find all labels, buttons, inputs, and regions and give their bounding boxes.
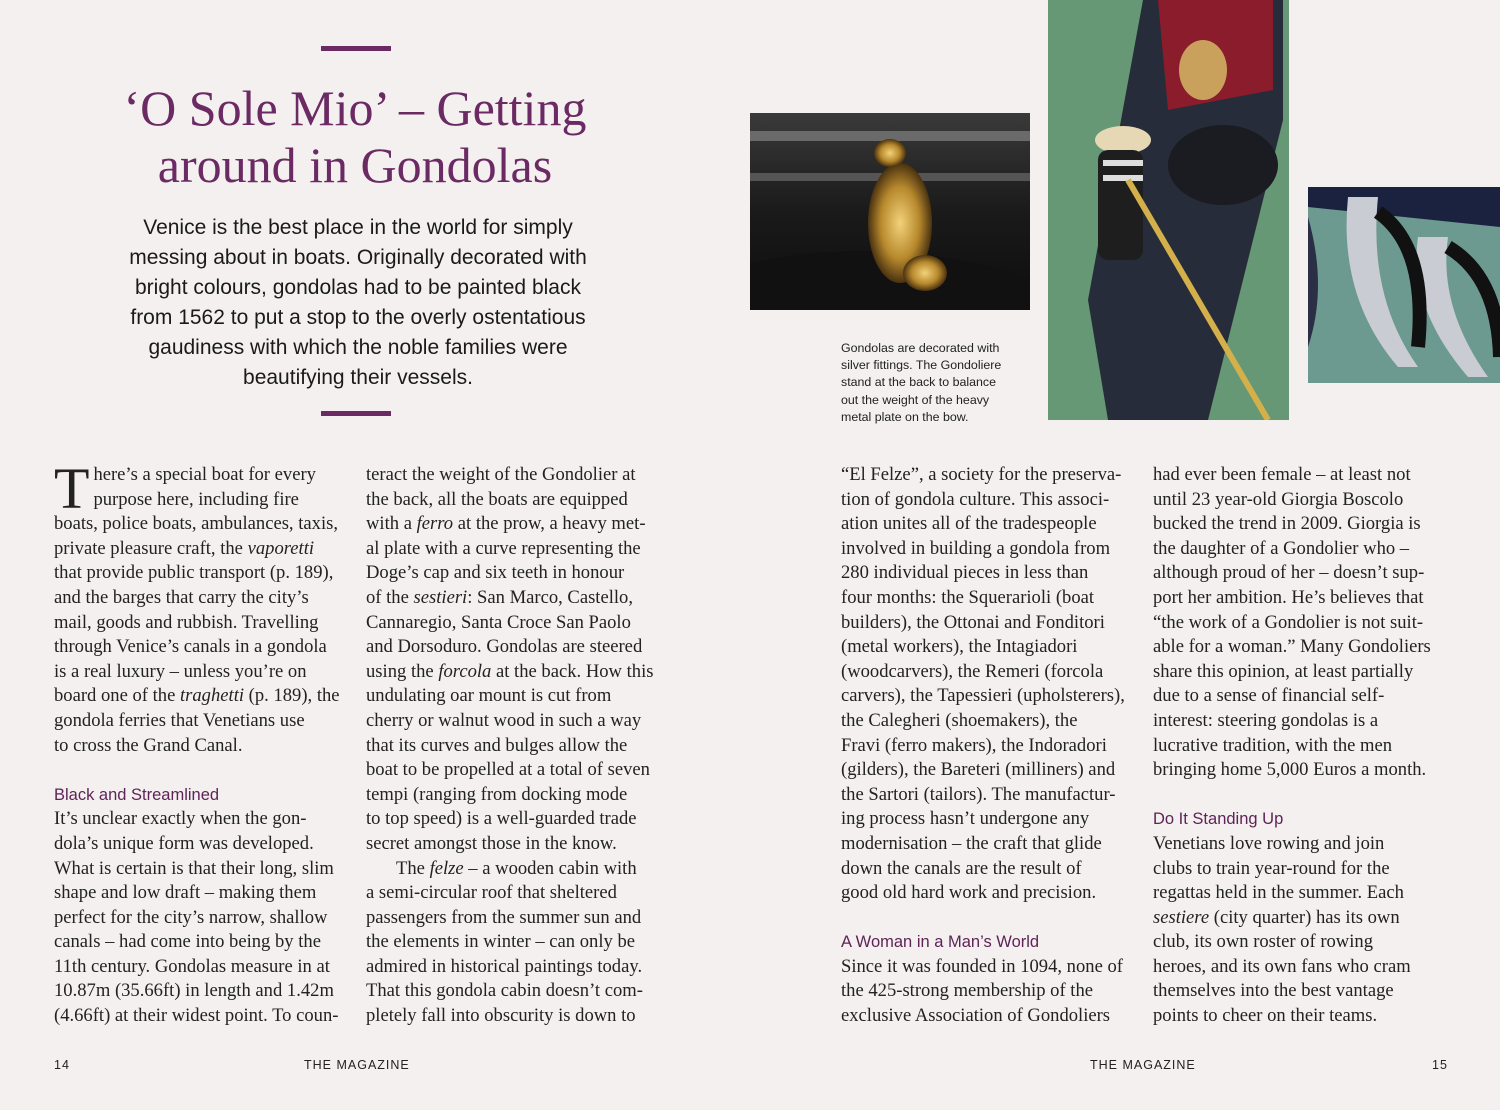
- intro-bottom-rule: [321, 411, 391, 416]
- text-line: due to a sense of financial self-: [1153, 685, 1385, 707]
- text-line: “El Felze”, a society for the preserva-: [841, 464, 1122, 485]
- text-line: 10.87m (35.66ft) in length and 1.42m: [54, 980, 334, 1002]
- text-line: board one of the traghetti (p. 189), the: [54, 685, 340, 707]
- intro-line: messing about in boats. Originally decorated with: [129, 246, 587, 269]
- caption-line: metal plate on the bow.: [841, 409, 969, 424]
- title-line: around in Gondolas: [157, 137, 553, 193]
- intro-paragraph: [80, 213, 636, 393]
- text-line: secret amongst those in the know.: [366, 832, 617, 854]
- text-line: that provide public transport (p. 189),: [54, 562, 334, 584]
- text-line: the daughter of a Gondolier who –: [1153, 537, 1410, 559]
- left-running-footer: THE MAGAZINE: [304, 1058, 410, 1072]
- text-line: good old hard work and precision.: [841, 882, 1097, 904]
- text-line: and the barges that carry the city’s: [54, 586, 309, 608]
- text-line: ing process hasn’t undergone any: [841, 808, 1090, 830]
- text-line: that its curves and bulges allow the: [366, 734, 628, 756]
- text-line: boat to be propelled at a total of seven: [366, 759, 650, 781]
- text-line: (woodcarvers), the Remeri (forcola: [841, 660, 1104, 682]
- text-line: “the work of a Gondolier is not suit-: [1153, 611, 1424, 633]
- text-line: Fravi (ferro makers), the Indoradori: [841, 734, 1107, 756]
- text-line: themselves into the best vantage: [1153, 980, 1394, 1002]
- text-line: boats, police boats, ambulances, taxis,: [54, 513, 338, 535]
- text-line: perfect for the city’s narrow, shallow: [54, 906, 328, 928]
- text-line: tempi (ranging from docking mode: [366, 783, 628, 805]
- text-line: The felze – a wooden cabin with: [396, 857, 637, 879]
- text-line: although proud of her – doesn’t sup-: [1153, 562, 1425, 584]
- text-line: exclusive Association of Gondoliers: [841, 1005, 1111, 1027]
- text-line: private pleasure craft, the vaporetti: [54, 537, 315, 559]
- text-line: port her ambition. He’s believes that: [1153, 586, 1424, 608]
- text-line: the Sartori (tailors). The manufactur-: [841, 783, 1116, 805]
- text-line: bucked the trend in 2009. Giorgia is: [1153, 513, 1421, 535]
- text-line: points to cheer on their teams.: [1153, 1005, 1378, 1027]
- text-line: with a ferro at the prow, a heavy met-: [366, 513, 646, 535]
- text-line: ation unites all of the tradespeople: [841, 513, 1097, 535]
- text-line: and Dorsoduro. Gondolas are steered: [366, 636, 643, 658]
- text-line: admired in historical paintings today.: [366, 955, 643, 977]
- photo-caption: [841, 340, 1041, 426]
- title-line: ‘O Sole Mio’ – Getting: [123, 80, 587, 136]
- intro-line: gaudiness with which the noble families were: [148, 336, 568, 359]
- text-line: 11th century. Gondolas measure in at: [54, 955, 330, 977]
- text-line: shape and low draft – making them: [54, 882, 317, 904]
- text-line: (gilders), the Bareteri (milliners) and: [841, 759, 1116, 781]
- text-line: canals – had come into being by the: [54, 931, 321, 953]
- left-page-number: 14: [54, 1058, 70, 1072]
- text-line: lucrative tradition, with the men: [1153, 734, 1393, 756]
- text-line: until 23 year-old Giorgia Boscolo: [1153, 488, 1404, 510]
- body-column-2: [366, 463, 666, 1029]
- caption-line: stand at the back to balance: [841, 375, 996, 390]
- text-line: regattas held in the summer. Each: [1153, 882, 1404, 904]
- intro-line: bright colours, gondolas had to be painted black: [135, 276, 581, 299]
- text-line: a semi-circular roof that sheltered: [366, 882, 617, 904]
- text-line: teract the weight of the Gondolier at: [366, 464, 636, 485]
- text-line: pletely fall into obscurity is down to: [366, 1005, 636, 1027]
- text-line: Venetians love rowing and join: [1153, 832, 1385, 854]
- intro-line: beautifying their vessels.: [243, 366, 473, 389]
- text-line: had ever been female – at least not: [1153, 464, 1411, 485]
- title-top-rule: [321, 46, 391, 51]
- text-line: modernisation – the craft that glide: [841, 832, 1102, 854]
- text-line: passengers from the summer sun and: [366, 906, 642, 928]
- text-line: four months: the Squerarioli (boat: [841, 586, 1095, 608]
- text-line: purpose here, including fire: [93, 488, 299, 510]
- body-column-3: [841, 463, 1141, 1029]
- caption-line: out the weight of the heavy: [841, 392, 990, 407]
- caption-line: silver fittings. The Gondoliere: [841, 358, 1002, 373]
- gondolier-photo: [1048, 0, 1289, 420]
- article-title: [70, 80, 640, 194]
- text-line: clubs to train year-round for the: [1153, 857, 1390, 879]
- text-line: is a real luxury – unless you’re on: [54, 660, 307, 682]
- text-line: the 425-strong membership of the: [841, 980, 1093, 1002]
- text-line: the back, all the boats are equipped: [366, 488, 628, 510]
- text-line: Since it was founded in 1094, none of: [841, 955, 1123, 977]
- text-line: Cannaregio, Santa Croce San Paolo: [366, 611, 631, 633]
- right-running-footer: THE MAGAZINE: [1090, 1058, 1196, 1072]
- text-line: interest: steering gondolas is a: [1153, 709, 1379, 731]
- text-line: (4.66ft) at their widest point. To coun-: [54, 1005, 339, 1027]
- text-line: carvers), the Tapessieri (upholsterers),: [841, 685, 1125, 707]
- text-line: It’s unclear exactly when the gon-: [54, 808, 307, 830]
- gondola-prows-photo: [1308, 187, 1500, 383]
- text-line: share this opinion, at least partially: [1153, 660, 1414, 682]
- text-line: involved in building a gondola from: [841, 537, 1111, 559]
- text-line: gondola ferries that Venetians use: [54, 709, 305, 731]
- text-line: (metal workers), the Intagiadori: [841, 636, 1078, 658]
- text-line: 280 individual pieces in less than: [841, 562, 1089, 584]
- text-line: the Calegheri (shoemakers), the: [841, 709, 1078, 731]
- text-line: using the forcola at the back. How this: [366, 660, 654, 682]
- right-page-number: 15: [1432, 1058, 1448, 1072]
- body-column-4: [1153, 463, 1453, 1029]
- text-line: here’s a special boat for every: [93, 464, 316, 485]
- text-line: bringing home 5,000 Euros a month.: [1153, 759, 1427, 781]
- text-line: cherry or walnut wood in such a way: [366, 709, 642, 731]
- text-line: undulating oar mount is cut from: [366, 685, 612, 707]
- body-column-1: [54, 456, 354, 1029]
- subheading: Do It Standing Up: [1153, 810, 1284, 829]
- intro-line: from 1562 to put a stop to the overly ostentatious: [130, 306, 586, 329]
- text-line: tion of gondola culture. This associ-: [841, 488, 1110, 510]
- drop-cap: T: [54, 456, 90, 521]
- text-line: down the canals are the result of: [841, 857, 1082, 879]
- text-line: sestiere (city quarter) has its own: [1153, 906, 1400, 928]
- subheading: Black and Streamlined: [54, 785, 220, 804]
- text-line: Doge’s cap and six teeth in honour: [366, 562, 625, 584]
- text-line: the elements in winter – can only be: [366, 931, 636, 953]
- text-line: That this gondola cabin doesn’t com-: [366, 980, 643, 1002]
- text-line: club, its own roster of rowing: [1153, 931, 1373, 953]
- text-line: able for a woman.” Many Gondoliers: [1153, 636, 1431, 658]
- text-line: heroes, and its own fans who cram: [1153, 955, 1411, 977]
- text-line: dola’s unique form was developed.: [54, 832, 314, 854]
- text-line: to cross the Grand Canal.: [54, 734, 243, 756]
- text-line: of the sestieri: San Marco, Castello,: [366, 586, 633, 608]
- text-line: to top speed) is a well-guarded trade: [366, 808, 637, 830]
- subheading: A Woman in a Man’s World: [841, 933, 1040, 952]
- text-line: What is certain is that their long, slim: [54, 857, 334, 879]
- text-line: through Venice’s canals in a gondola: [54, 636, 327, 658]
- text-line: al plate with a curve representing the: [366, 537, 641, 559]
- intro-line: Venice is the best place in the world for simply: [143, 216, 573, 239]
- caption-line: Gondolas are decorated with: [841, 341, 1000, 355]
- text-line: builders), the Ottonai and Fonditori: [841, 611, 1105, 633]
- text-line: mail, goods and rubbish. Travelling: [54, 611, 319, 633]
- gondola-ornament-photo: [750, 113, 1030, 310]
